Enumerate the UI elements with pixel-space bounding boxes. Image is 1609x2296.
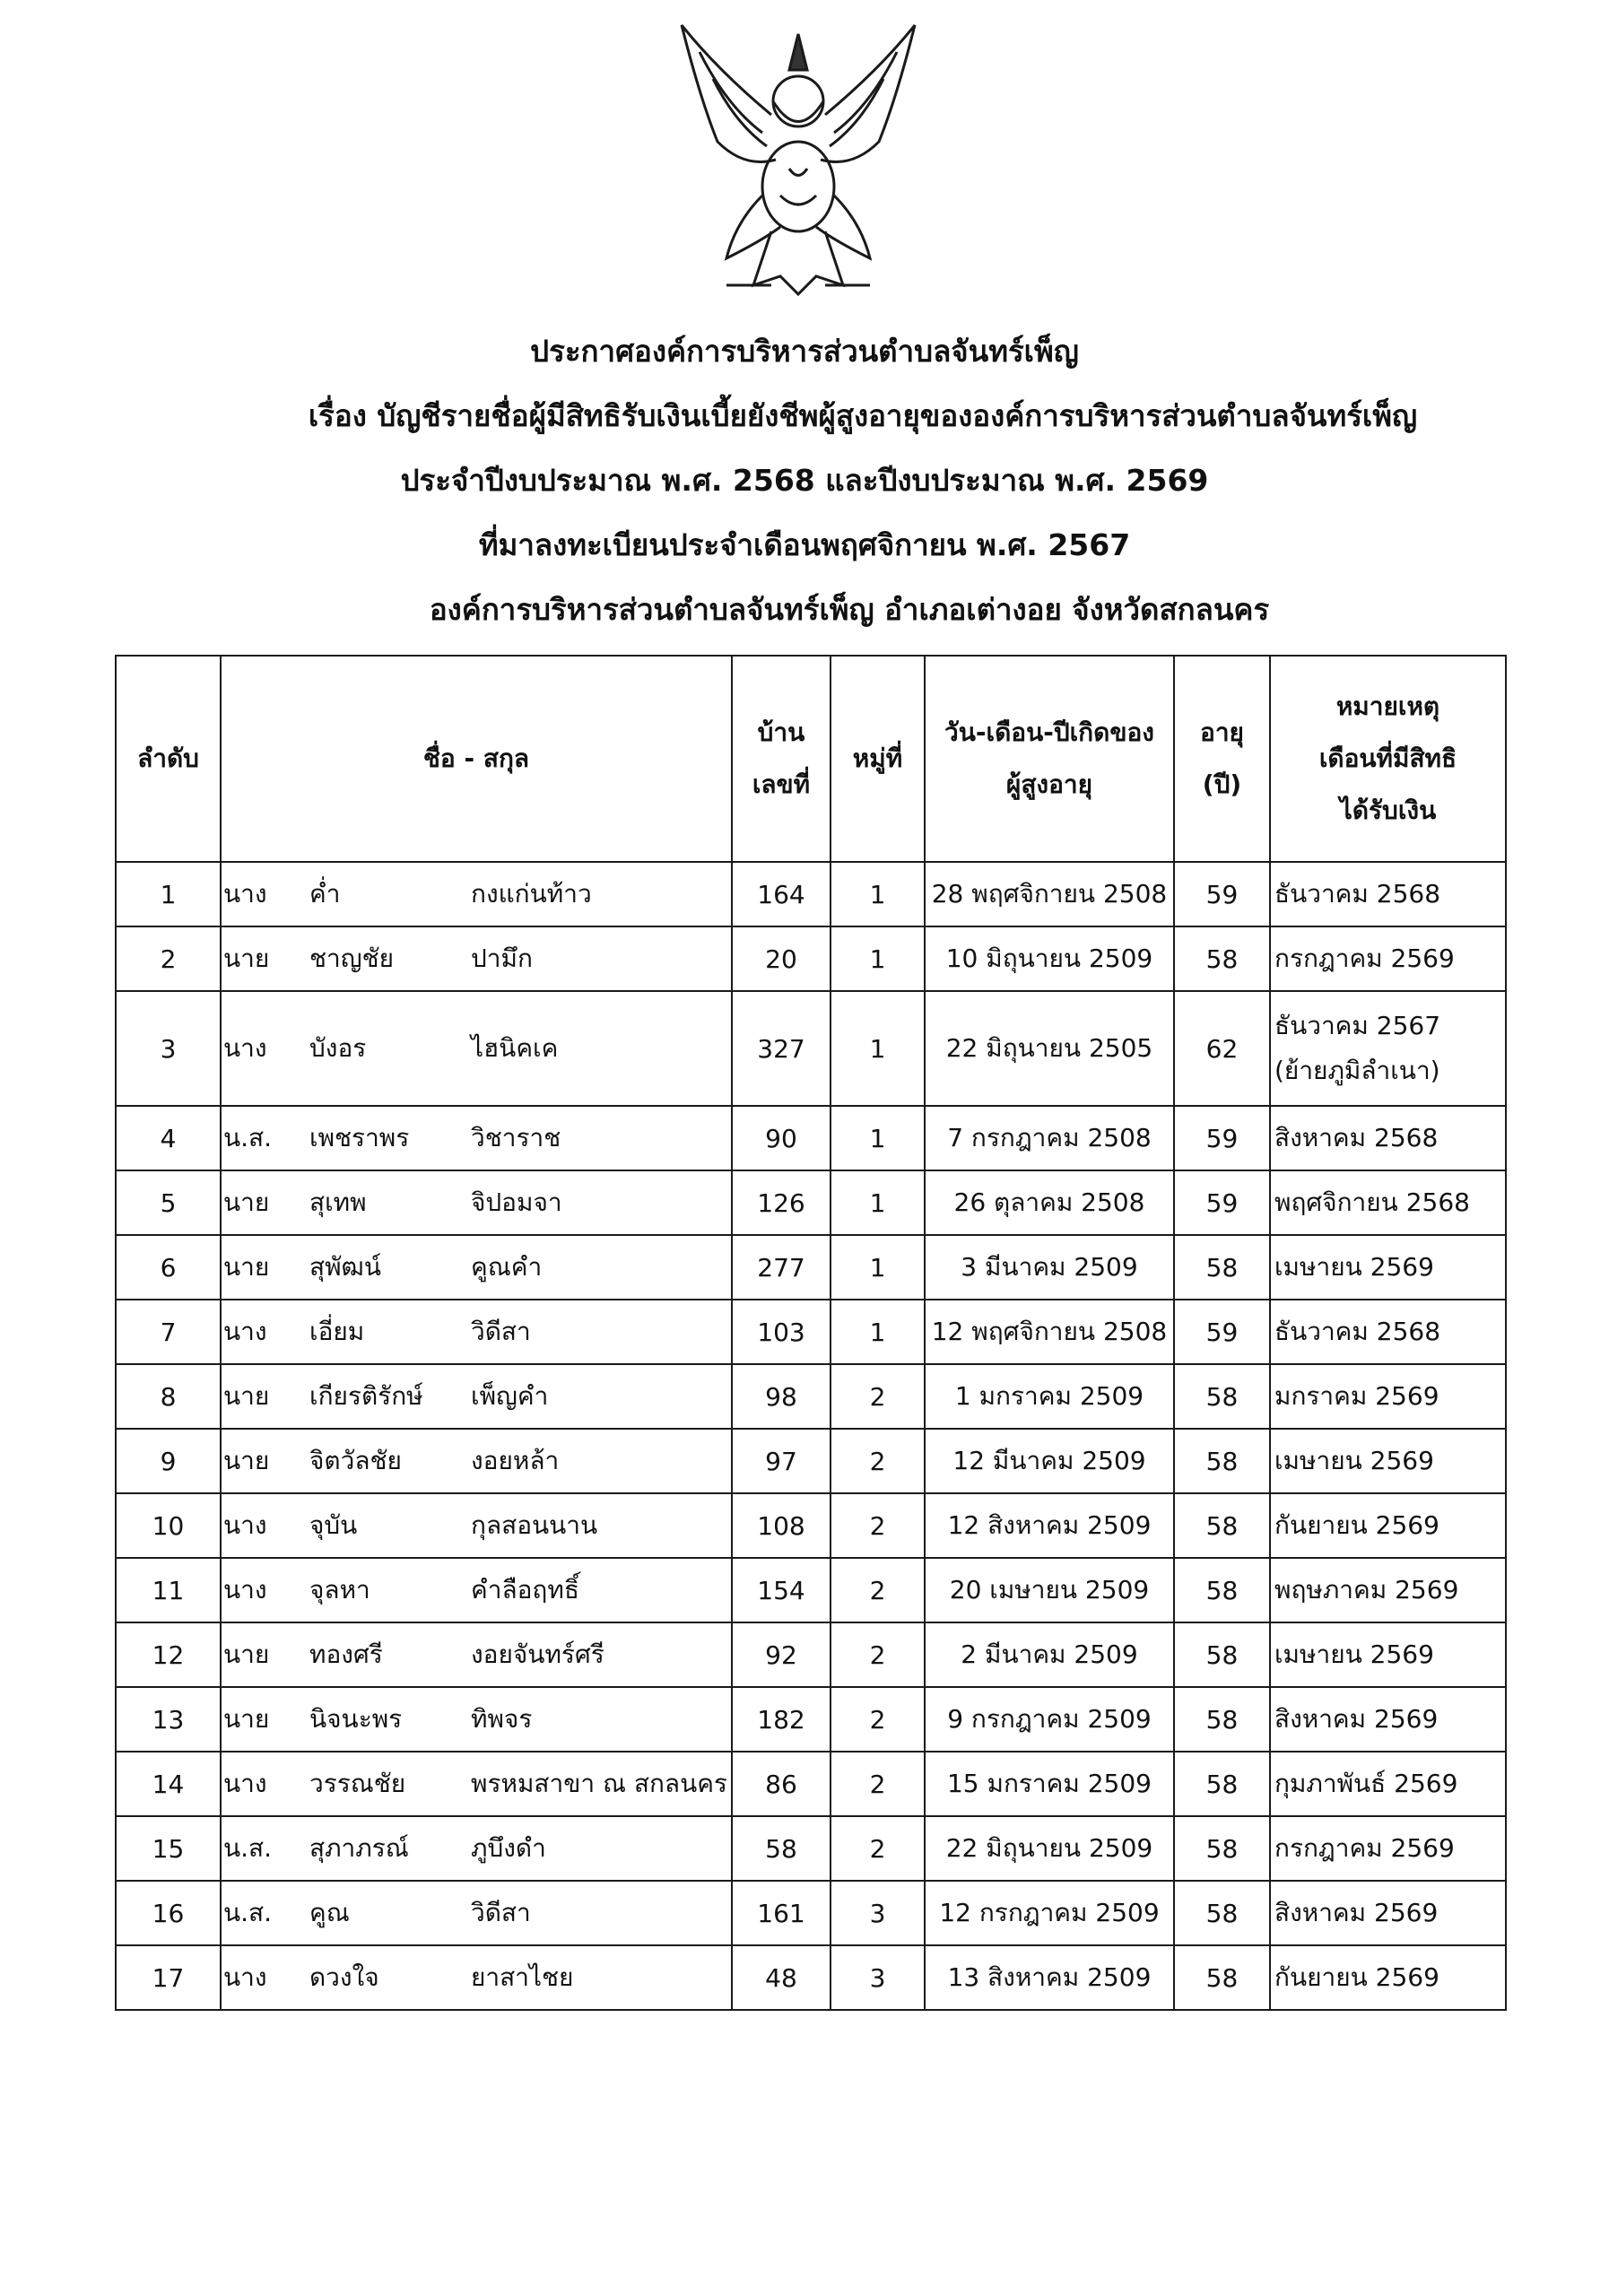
name-last: คูณคำ [471, 1252, 543, 1282]
cell-remark [1270, 926, 1506, 991]
cell-order: 14 [116, 1752, 221, 1816]
name-first: เกียรติรักษ์ [309, 1381, 423, 1411]
name-last: พรหมสาขา ณ สกลนคร [471, 1769, 727, 1798]
cell-remark [1270, 1622, 1506, 1687]
remark-month: ธันวาคม 2568 [1274, 879, 1441, 909]
cell-order: 5 [116, 1170, 221, 1235]
cell-age: 59 [1174, 862, 1270, 926]
cell-order: 9 [116, 1429, 221, 1493]
cell-house: 108 [732, 1493, 831, 1558]
cell-order: 15 [116, 1816, 221, 1881]
cell-house: 48 [732, 1945, 831, 2010]
cell-name [221, 1106, 732, 1170]
cell-moo: 1 [831, 1170, 925, 1235]
table-row [116, 1106, 1506, 1170]
cell-age: 58 [1174, 1429, 1270, 1493]
remark-month: มกราคม 2569 [1274, 1381, 1439, 1411]
cell-name [221, 1300, 732, 1364]
table-row [116, 1429, 1506, 1493]
garuda-emblem-icon [664, 16, 933, 303]
name-prefix: นาย [223, 1704, 270, 1734]
name-last: วิดีสา [471, 1317, 531, 1346]
document-title-block [0, 334, 1609, 657]
cell-order: 1 [116, 862, 221, 926]
name-prefix: นาย [223, 944, 270, 973]
cell-order: 11 [116, 1558, 221, 1622]
cell-dob: 28 พฤศจิกายน 2508 [925, 862, 1174, 926]
cell-name [221, 862, 732, 926]
remark-month: เมษายน 2569 [1274, 1446, 1434, 1475]
cell-name [221, 1170, 732, 1235]
cell-order: 8 [116, 1364, 221, 1429]
name-prefix: นาย [223, 1639, 270, 1669]
title-line-1: ประกาศองค์การบริหารส่วนตำบลจันทร์เพ็ญ [530, 334, 1079, 369]
cell-dob: 12 สิงหาคม 2509 [925, 1493, 1174, 1558]
name-prefix: น.ส. [223, 1833, 273, 1863]
cell-order: 13 [116, 1687, 221, 1752]
cell-age: 58 [1174, 1558, 1270, 1622]
cell-age: 58 [1174, 1235, 1270, 1300]
cell-remark [1270, 1752, 1506, 1816]
remark-month: ธันวาคม 2568 [1274, 1317, 1441, 1346]
cell-name [221, 1364, 732, 1429]
cell-age: 59 [1174, 1300, 1270, 1364]
name-prefix: นาย [223, 1187, 270, 1217]
name-last: กุลสอนนาน [471, 1510, 598, 1540]
name-first: จิตวัลชัย [309, 1446, 402, 1475]
name-prefix: นาง [223, 1033, 267, 1063]
name-first: ค่ำ [309, 879, 341, 909]
cell-name [221, 1622, 732, 1687]
cell-name [221, 1429, 732, 1493]
cell-moo: 1 [831, 991, 925, 1106]
cell-house: 92 [732, 1622, 831, 1687]
cell-dob: 12 พฤศจิกายน 2508 [925, 1300, 1174, 1364]
table-row [116, 991, 1506, 1106]
name-first: บังอร [309, 1033, 367, 1063]
cell-house: 97 [732, 1429, 831, 1493]
name-last: ยาสาไชย [471, 1962, 574, 1992]
title-line-2: เรื่อง บัญชีรายชื่อผู้มีสิทธิรับเงินเบี้ยยังชีพผู้สูงอายุขององค์การบริหารส่วนตำบลจันทร์เพ็ญ [308, 398, 1418, 433]
name-first: คูณ [309, 1898, 350, 1927]
name-last: งอยจันทร์ศรี [471, 1639, 604, 1669]
name-first: สุเทพ [309, 1187, 367, 1217]
name-last: เพ็ญคำ [471, 1381, 549, 1411]
cell-age: 59 [1174, 1106, 1270, 1170]
name-last: ไฮนิคเค [471, 1033, 559, 1063]
remark-month: กันยายน 2569 [1274, 1962, 1439, 1992]
cell-dob: 22 มิถุนายน 2505 [925, 991, 1174, 1106]
beneficiary-table-wrap [115, 655, 1507, 2011]
cell-house: 98 [732, 1364, 831, 1429]
cell-remark [1270, 1106, 1506, 1170]
remark-month: เมษายน 2569 [1274, 1639, 1434, 1669]
cell-dob: 13 สิงหาคม 2509 [925, 1945, 1174, 2010]
cell-order: 6 [116, 1235, 221, 1300]
cell-remark [1270, 1364, 1506, 1429]
header-order: ลำดับ [116, 656, 221, 862]
remark-month: เมษายน 2569 [1274, 1252, 1434, 1282]
cell-moo: 1 [831, 1300, 925, 1364]
name-first: ชาญชัย [309, 944, 394, 973]
cell-house: 164 [732, 862, 831, 926]
cell-order: 7 [116, 1300, 221, 1364]
cell-dob: 15 มกราคม 2509 [925, 1752, 1174, 1816]
cell-house: 327 [732, 991, 831, 1106]
cell-age: 58 [1174, 1364, 1270, 1429]
table-row [116, 1945, 1506, 2010]
name-first: ดวงใจ [309, 1962, 379, 1992]
remark-note: (ย้ายภูมิลำเนา) [1274, 1056, 1440, 1085]
cell-order: 10 [116, 1493, 221, 1558]
name-last: ปามึก [471, 944, 533, 973]
table-row [116, 1622, 1506, 1687]
header-age: อายุ (ปี) [1174, 656, 1270, 862]
cell-name [221, 1881, 732, 1945]
cell-moo: 2 [831, 1622, 925, 1687]
cell-remark [1270, 1558, 1506, 1622]
table-row [116, 1752, 1506, 1816]
name-last: วิชาราช [471, 1123, 561, 1152]
cell-dob: 12 กรกฎาคม 2509 [925, 1881, 1174, 1945]
cell-remark [1270, 1945, 1506, 2010]
cell-name [221, 926, 732, 991]
cell-name [221, 1816, 732, 1881]
cell-remark [1270, 1429, 1506, 1493]
cell-dob: 3 มีนาคม 2509 [925, 1235, 1174, 1300]
remark-month: กุมภาพันธ์ 2569 [1274, 1769, 1458, 1798]
name-prefix: นาย [223, 1381, 270, 1411]
cell-dob: 10 มิถุนายน 2509 [925, 926, 1174, 991]
remark-month: สิงหาคม 2569 [1274, 1704, 1439, 1734]
cell-house: 20 [732, 926, 831, 991]
header-name: ชื่อ - สกุล [221, 656, 732, 862]
cell-dob: 20 เมษายน 2509 [925, 1558, 1174, 1622]
cell-dob: 26 ตุลาคม 2508 [925, 1170, 1174, 1235]
cell-moo: 3 [831, 1945, 925, 2010]
name-prefix: นาย [223, 1446, 270, 1475]
cell-name [221, 1558, 732, 1622]
name-prefix: นาย [223, 1252, 270, 1282]
cell-remark [1270, 1170, 1506, 1235]
cell-moo: 2 [831, 1558, 925, 1622]
remark-month: กรกฎาคม 2569 [1274, 1833, 1455, 1863]
remark-month: สิงหาคม 2568 [1274, 1123, 1439, 1152]
cell-dob: 2 มีนาคม 2509 [925, 1622, 1174, 1687]
cell-order: 16 [116, 1881, 221, 1945]
cell-house: 182 [732, 1687, 831, 1752]
cell-dob: 9 กรกฎาคม 2509 [925, 1687, 1174, 1752]
cell-age: 58 [1174, 1945, 1270, 2010]
cell-moo: 1 [831, 862, 925, 926]
name-first: เอี่ยม [309, 1317, 365, 1346]
cell-house: 161 [732, 1881, 831, 1945]
cell-remark [1270, 1881, 1506, 1945]
table-row [116, 926, 1506, 991]
name-first: จุบัน [309, 1510, 358, 1540]
cell-age: 58 [1174, 926, 1270, 991]
table-row [116, 1493, 1506, 1558]
cell-house: 154 [732, 1558, 831, 1622]
cell-age: 58 [1174, 1493, 1270, 1558]
table-row [116, 1881, 1506, 1945]
name-first: วรรณชัย [309, 1769, 406, 1798]
name-prefix: นาง [223, 1962, 267, 1992]
cell-name [221, 1493, 732, 1558]
cell-remark [1270, 991, 1506, 1106]
cell-moo: 2 [831, 1364, 925, 1429]
cell-name [221, 1687, 732, 1752]
cell-order: 2 [116, 926, 221, 991]
cell-house: 86 [732, 1752, 831, 1816]
cell-moo: 2 [831, 1752, 925, 1816]
name-last: จิปอมจา [471, 1187, 562, 1217]
cell-order: 12 [116, 1622, 221, 1687]
name-first: จุลหา [309, 1575, 370, 1605]
name-first: สุภาภรณ์ [309, 1833, 409, 1863]
cell-moo: 1 [831, 1106, 925, 1170]
cell-remark [1270, 1687, 1506, 1752]
title-line-4: ที่มาลงทะเบียนประจำเดือนพฤศจิกายน พ.ศ. 2567 [478, 527, 1131, 562]
cell-remark [1270, 1235, 1506, 1300]
cell-house: 90 [732, 1106, 831, 1170]
cell-age: 59 [1174, 1170, 1270, 1235]
cell-order: 3 [116, 991, 221, 1106]
cell-name [221, 1235, 732, 1300]
name-first: นิจนะพร [309, 1704, 403, 1734]
cell-dob: 1 มกราคม 2509 [925, 1364, 1174, 1429]
header-dob: วัน-เดือน-ปีเกิดของ ผู้สูงอายุ [925, 656, 1174, 862]
cell-name [221, 991, 732, 1106]
cell-remark [1270, 1493, 1506, 1558]
name-prefix: นาง [223, 1575, 267, 1605]
cell-moo: 2 [831, 1687, 925, 1752]
cell-moo: 2 [831, 1429, 925, 1493]
cell-age: 58 [1174, 1881, 1270, 1945]
name-first: สุพัฒน์ [309, 1252, 381, 1282]
cell-age: 58 [1174, 1816, 1270, 1881]
name-prefix: น.ส. [223, 1898, 273, 1927]
cell-age: 58 [1174, 1752, 1270, 1816]
cell-remark [1270, 862, 1506, 926]
name-prefix: น.ส. [223, 1123, 273, 1152]
remark-month: พฤษภาคม 2569 [1274, 1575, 1459, 1605]
remark-month: กรกฎาคม 2569 [1274, 944, 1455, 973]
remark-month: ธันวาคม 2567 [1274, 1011, 1441, 1040]
cell-house: 58 [732, 1816, 831, 1881]
cell-moo: 2 [831, 1493, 925, 1558]
cell-order: 17 [116, 1945, 221, 2010]
cell-house: 277 [732, 1235, 831, 1300]
header-remark: หมายเหตุ เดือนที่มีสิทธิ ได้รับเงิน [1270, 656, 1506, 862]
cell-moo: 3 [831, 1881, 925, 1945]
cell-moo: 1 [831, 926, 925, 991]
name-prefix: นาง [223, 879, 267, 909]
name-last: งอยหล้า [471, 1446, 560, 1475]
cell-dob: 12 มีนาคม 2509 [925, 1429, 1174, 1493]
table-row [116, 1170, 1506, 1235]
remark-month: กันยายน 2569 [1274, 1510, 1439, 1540]
cell-remark [1270, 1300, 1506, 1364]
header-moo: หมู่ที่ [831, 656, 925, 862]
table-row [116, 1300, 1506, 1364]
remark-month: สิงหาคม 2569 [1274, 1898, 1439, 1927]
header-house: บ้าน เลขที่ [732, 656, 831, 862]
cell-house: 126 [732, 1170, 831, 1235]
cell-dob: 22 มิถุนายน 2509 [925, 1816, 1174, 1881]
cell-house: 103 [732, 1300, 831, 1364]
title-line-3: ประจำปีงบประมาณ พ.ศ. 2568 และปีงบประมาณ พ.ศ. 2569 [400, 463, 1209, 498]
cell-remark [1270, 1816, 1506, 1881]
cell-moo: 1 [831, 1235, 925, 1300]
cell-name [221, 1752, 732, 1816]
table-header-row [116, 656, 1506, 862]
cell-age: 62 [1174, 991, 1270, 1106]
cell-dob: 7 กรกฎาคม 2508 [925, 1106, 1174, 1170]
name-last: วิดีสา [471, 1898, 531, 1927]
name-prefix: นาง [223, 1769, 267, 1798]
table-row [116, 1558, 1506, 1622]
cell-name [221, 1945, 732, 2010]
table-row [116, 1235, 1506, 1300]
cell-moo: 2 [831, 1816, 925, 1881]
cell-age: 58 [1174, 1687, 1270, 1752]
cell-order: 4 [116, 1106, 221, 1170]
remark-month: พฤศจิกายน 2568 [1274, 1187, 1470, 1217]
table-row [116, 1816, 1506, 1881]
table-row [116, 1687, 1506, 1752]
table-row [116, 862, 1506, 926]
name-first: ทองศรี [309, 1639, 383, 1669]
title-line-5: องค์การบริหารส่วนตำบลจันทร์เพ็ญ อำเภอเต่างอย จังหวัดสกลนคร [429, 592, 1270, 627]
beneficiary-table [115, 655, 1507, 2011]
name-last: ภูบึงดำ [471, 1833, 546, 1863]
table-row [116, 1364, 1506, 1429]
name-last: กงแก่นท้าว [471, 879, 592, 909]
name-prefix: นาง [223, 1510, 267, 1540]
cell-age: 58 [1174, 1622, 1270, 1687]
name-last: คำลือฤทธิ์ [471, 1575, 579, 1605]
name-last: ทิพจร [471, 1704, 533, 1734]
name-prefix: นาง [223, 1317, 267, 1346]
name-first: เพชราพร [309, 1123, 410, 1152]
